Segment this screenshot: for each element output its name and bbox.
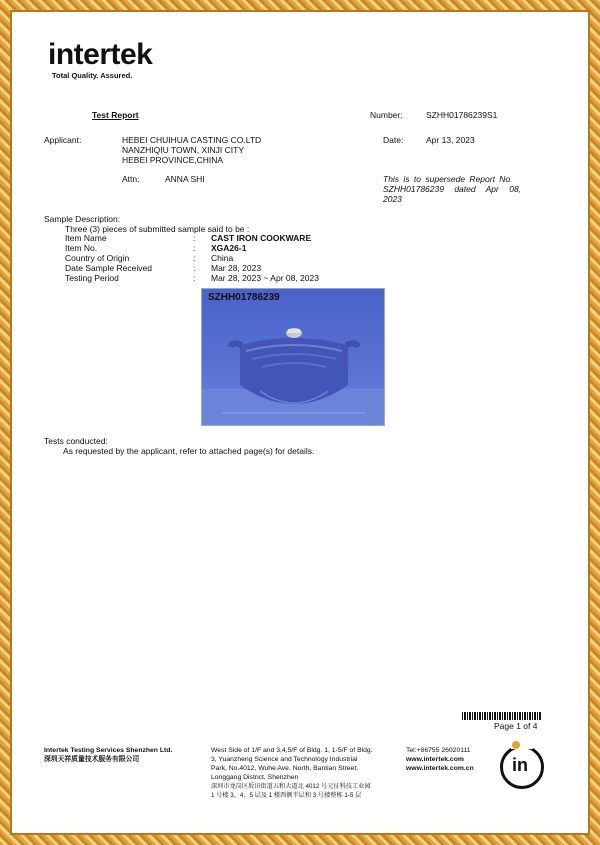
- sample-colon: :: [193, 253, 196, 263]
- sample-label-item-name: Item Name: [65, 233, 107, 243]
- sample-heading: Sample Description:: [44, 214, 121, 224]
- seal-dot-icon: [512, 741, 520, 749]
- footer-address-cn-2: 1 号楼 3、4、5 层及 1 楼西侧半层和 3 号楼整栋 1-5 层: [211, 792, 362, 799]
- photo-caption: SZHH01786239: [208, 292, 280, 303]
- applicant-line-2: NANZHIQIU TOWN, XINJI CITY: [122, 145, 244, 155]
- sample-label-testing-period: Testing Period: [65, 273, 119, 283]
- sample-label-item-no: Item No.: [65, 243, 98, 253]
- logo-tagline: Total Quality. Assured.: [52, 71, 133, 80]
- footer-website-com[interactable]: www.intertek.com: [406, 756, 464, 763]
- seal-in-glyph: in: [512, 755, 528, 775]
- sample-value-testing-period: Mar 28, 2023 ~ Apr 08, 2023: [211, 273, 319, 283]
- number-value: SZHH01786239S1: [426, 110, 498, 120]
- footer-company-en: Intertek Testing Services Shenzhen Ltd.: [44, 747, 173, 754]
- sample-colon: :: [193, 273, 196, 283]
- applicant-label: Applicant:: [44, 135, 82, 145]
- tests-heading: Tests conducted:: [44, 436, 108, 446]
- attn-label: Attn:: [122, 174, 140, 184]
- date-label: Date:: [383, 135, 404, 145]
- sample-photo: [201, 288, 385, 426]
- sample-value-item-no: XGA26-1: [211, 243, 247, 253]
- sample-colon: :: [193, 233, 196, 243]
- footer-company-cn: 深圳天祥质量技术服务有限公司: [44, 756, 140, 763]
- sample-value-item-name: CAST IRON COOKWARE: [211, 233, 312, 243]
- footer-address-3: Park, No.4012, Wuhe Ave. North, Bantian Street,: [211, 765, 359, 772]
- sample-colon: :: [193, 263, 196, 273]
- supersede-line-1: This is to supersede Report No.: [383, 174, 513, 184]
- footer-address-2: 3, Yuanzheng Science and Technology Industrial: [211, 756, 358, 763]
- page-indicator: Page 1 of 4: [494, 721, 538, 731]
- barcode: [462, 712, 542, 720]
- supersede-line-3: 2023: [383, 194, 402, 204]
- intertek-logo: intertek: [48, 38, 153, 71]
- applicant-line-1: HEBEI CHUIHUA CASTING CO.LTD: [122, 135, 262, 145]
- tests-text: As requested by the applicant, refer to attached page(s) for details.: [63, 446, 315, 456]
- sample-label-country: Country of Origin: [65, 253, 130, 263]
- report-title: Test Report: [92, 110, 139, 120]
- footer-address-cn-1: 深圳市龙岗区坂田街道五和大道北 4012 号元征科技工业园: [211, 783, 371, 790]
- attn-value: ANNA SHI: [165, 174, 205, 184]
- sample-colon: :: [193, 243, 196, 253]
- date-value: Apr 13, 2023: [426, 135, 475, 145]
- supersede-line-2: SZHH01786239 dated Apr 08,: [383, 184, 522, 194]
- footer-telephone: Tel:+86755 26020111: [406, 747, 471, 754]
- sample-value-date-received: Mar 28, 2023: [211, 263, 262, 273]
- sample-label-date-received: Date Sample Received: [65, 263, 152, 273]
- cookware-photo-drawing: [202, 289, 385, 426]
- applicant-line-3: HEBEI PROVINCE,CHINA: [122, 155, 224, 165]
- sample-value-country: China: [211, 253, 234, 263]
- footer-address-4: Longgang District, Shenzhen: [211, 774, 299, 781]
- sample-intro: Three (3) pieces of submitted sample said to be :: [65, 224, 250, 234]
- footer-website-cn[interactable]: www.intertek.com.cn: [406, 765, 474, 772]
- footer-address-1: West Side of 1/F and 3,4,5/F of Bldg. 1, 1-5/F of Bldg.: [211, 747, 373, 754]
- number-label: Number:: [370, 110, 403, 120]
